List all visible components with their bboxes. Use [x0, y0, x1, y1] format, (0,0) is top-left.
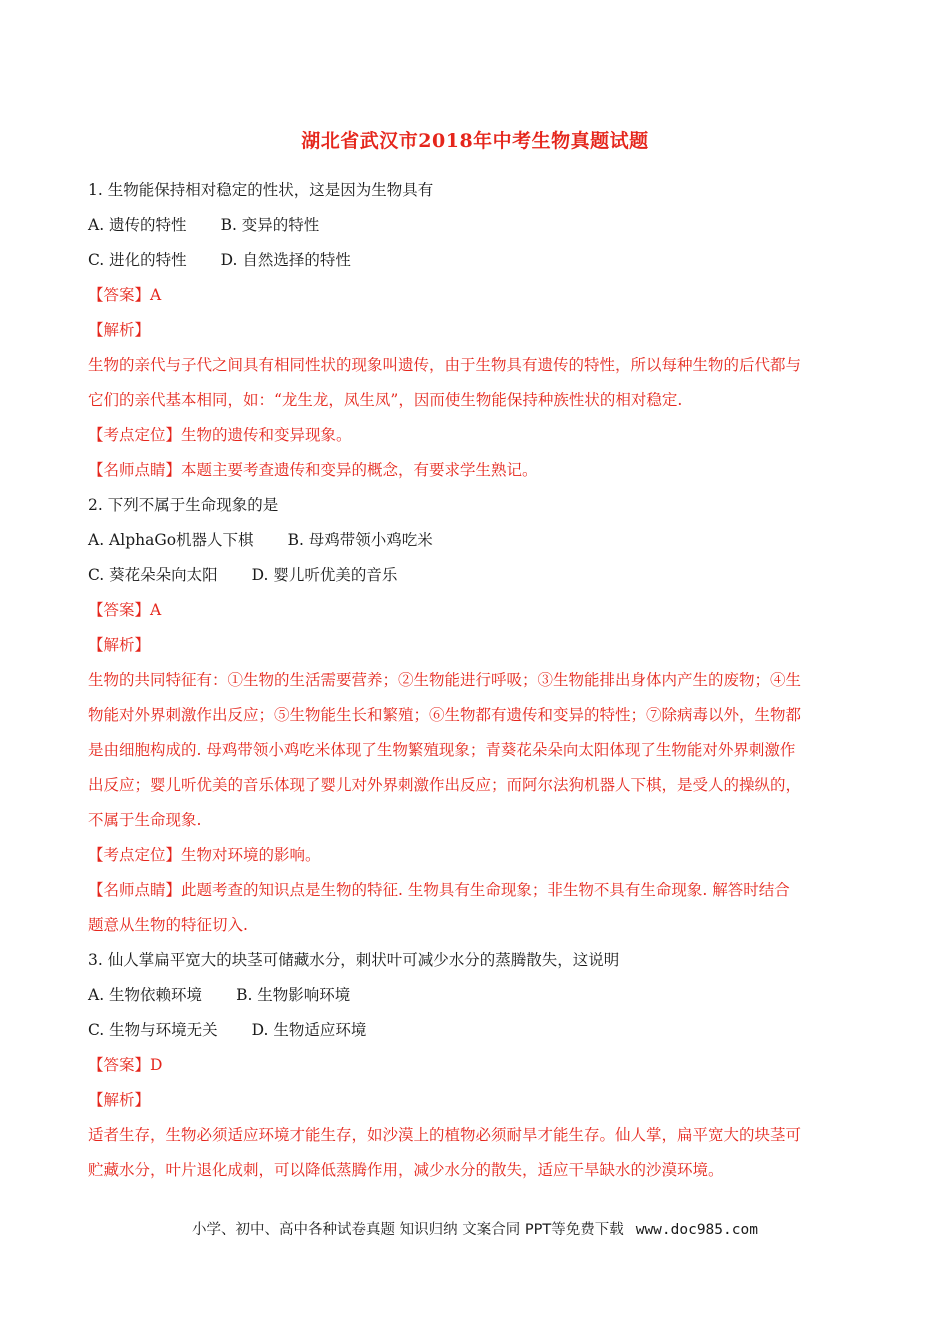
answer-line: 【答案】A: [88, 601, 162, 619]
page-footer: [0, 1218, 950, 1239]
analysis-line: 它们的亲代基本相同，如：“龙生龙，凤生凤”，因而使生物能保持种族性状的相对稳定.: [88, 391, 683, 409]
analysis-label: 【解析】: [88, 321, 151, 339]
answer-line: 【答案】A: [88, 286, 162, 304]
options-row: [88, 523, 868, 558]
options-row: [88, 208, 868, 243]
analysis-line: 适者生存，生物必须适应环境才能生存，如沙漠上的植物必须耐旱才能生存。仙人掌，扁平宽大的块茎可: [88, 1126, 802, 1144]
dianjing-line: 【名师点睛】此题考查的知识点是生物的特征. 生物具有生命现象；非生物不具有生命现象. 解答时结合: [88, 881, 790, 899]
analysis-line: 生物的共同特征有：①生物的生活需要营养；②生物能进行呼吸；③生物能排出身体内产生的废物；④生: [88, 671, 802, 689]
analysis-line: 物能对外界刺激作出反应；⑤生物能生长和繁殖；⑥生物都有遗传和变异的特性；⑦除病毒以外，生物都: [88, 706, 802, 724]
options-row: [88, 1013, 868, 1048]
document-body: [88, 173, 868, 1188]
kaodian-line: 【考点定位】生物对环境的影响。: [88, 846, 321, 864]
options-row: [88, 978, 868, 1013]
answer-line: 【答案】D: [88, 1056, 163, 1074]
analysis-line: 出反应；婴儿听优美的音乐体现了婴儿对外界刺激作出反应；而阿尔法狗机器人下棋，是受人的操纵的，: [88, 776, 802, 794]
option-b: B. 生物影响环境: [236, 986, 351, 1004]
option-a: A. AlphaGo机器人下棋: [88, 531, 254, 549]
option-c: C. 生物与环境无关: [88, 1021, 218, 1039]
footer-url[interactable]: www.doc985.com: [635, 1222, 758, 1238]
footer-text: 小学、初中、高中各种试卷真题 知识归纳 文案合同 PPT等免费下载: [192, 1222, 624, 1238]
option-d: D. 生物适应环境: [251, 1021, 367, 1039]
analysis-label: 【解析】: [88, 1091, 151, 1109]
kaodian-line: 【考点定位】生物的遗传和变异现象。: [88, 426, 352, 444]
analysis-label: 【解析】: [88, 636, 151, 654]
question-stem: 2. 下列不属于生命现象的是: [88, 496, 279, 514]
option-c: C. 进化的特性: [88, 251, 187, 269]
question-stem: 1. 生物能保持相对稳定的性状，这是因为生物具有: [88, 181, 434, 199]
option-a: A. 生物依赖环境: [88, 986, 203, 1004]
dianjing-line: 【名师点睛】本题主要考查遗传和变异的概念，有要求学生熟记。: [88, 461, 538, 479]
options-row: [88, 243, 868, 278]
page-title: 湖北省武汉市2018年中考生物真题试题: [301, 130, 649, 152]
analysis-line: 不属于生命现象.: [88, 811, 202, 829]
dianjing-line: 题意从生物的特征切入.: [88, 916, 248, 934]
analysis-line: 贮藏水分，叶片退化成刺，可以降低蒸腾作用，减少水分的散失，适应干旱缺水的沙漠环境。: [88, 1161, 724, 1179]
option-c: C. 葵花朵朵向太阳: [88, 566, 218, 584]
option-b: B. 母鸡带领小鸡吃米: [287, 531, 433, 549]
options-row: [88, 558, 868, 593]
analysis-line: 生物的亲代与子代之间具有相同性状的现象叫遗传，由于生物具有遗传的特性，所以每种生物的后代都与: [88, 356, 802, 374]
option-d: D. 婴儿听优美的音乐: [251, 566, 398, 584]
option-a: A. 遗传的特性: [88, 216, 187, 234]
question-stem: 3. 仙人掌扁平宽大的块茎可储藏水分，刺状叶可减少水分的蒸腾散失，这说明: [88, 951, 620, 969]
analysis-line: 是由细胞构成的. 母鸡带领小鸡吃米体现了生物繁殖现象；青葵花朵朵向太阳体现了生物能对外界刺激作: [88, 741, 796, 759]
option-d: D. 自然选择的特性: [220, 251, 351, 269]
option-b: B. 变异的特性: [220, 216, 320, 234]
